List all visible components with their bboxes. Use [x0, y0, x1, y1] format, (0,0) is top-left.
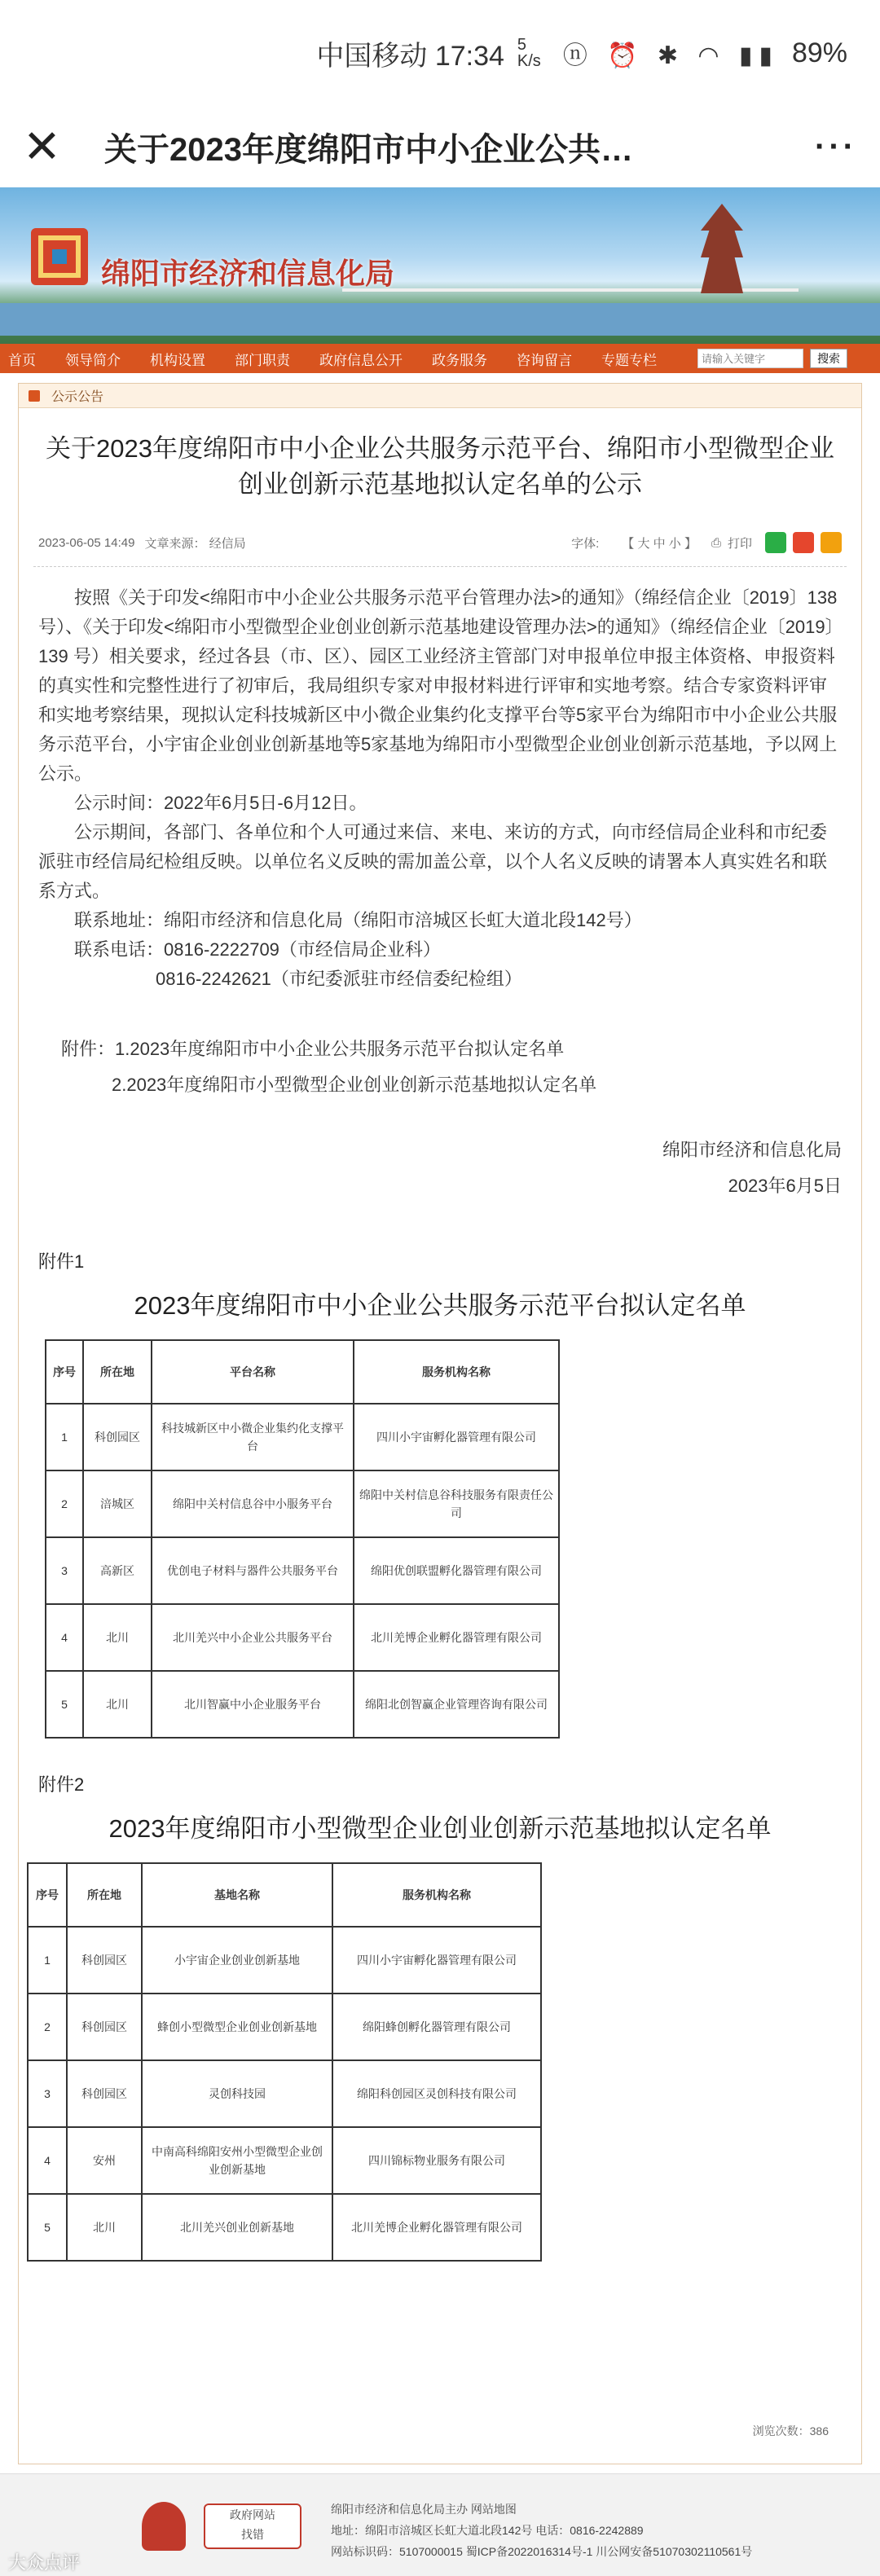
- main-nav: [0, 344, 880, 373]
- article-period: 公示时间：2022年6月5日-6月12日。: [74, 793, 367, 813]
- party-gov-badge-icon[interactable]: [142, 2502, 186, 2551]
- font-size-label: 字体:: [571, 536, 600, 551]
- table-cell: 绵阳中关村信息谷中小服务平台: [152, 1470, 354, 1537]
- footer-line-1[interactable]: 绵阳市经济和信息化局主办 网站地图: [331, 2503, 517, 2516]
- nav-item-consult[interactable]: 咨询留言: [517, 352, 572, 368]
- table-cell: 绵阳优创联盟孵化器管理有限公司: [354, 1537, 559, 1604]
- print-link[interactable]: 打印: [727, 536, 752, 551]
- article-date: 2023-06-05 14:49: [38, 535, 135, 550]
- more-menu-icon[interactable]: ···: [815, 128, 857, 165]
- contact-phone-2: 0816-2242621（市纪委派驻市经信委纪检组）: [156, 969, 522, 989]
- table-row: [46, 1470, 559, 1537]
- table-header-row: [46, 1340, 559, 1404]
- article-body: [19, 567, 861, 1201]
- contact-address: 联系地址：绵阳市经济和信息化局（绵阳市涪城区长虹大道北段142号）: [74, 910, 642, 930]
- table-header: 序号: [28, 1863, 67, 1927]
- table-cell: 安州: [67, 2127, 142, 2194]
- table-row: [28, 1927, 541, 1994]
- footer-info: [331, 2499, 752, 2562]
- table-cell: 3: [28, 2060, 67, 2127]
- table-cell: 四川小宇宙孵化器管理有限公司: [354, 1404, 559, 1470]
- table-cell: 绵阳中关村信息谷科技服务有限责任公司: [354, 1470, 559, 1537]
- table-cell: 绵阳科创园区灵创科技有限公司: [332, 2060, 541, 2127]
- nav-item-disclosure[interactable]: 政府信息公开: [319, 352, 403, 368]
- annex1-table: [45, 1339, 560, 1739]
- table-cell: 北川: [83, 1604, 152, 1671]
- close-icon[interactable]: ✕: [23, 121, 61, 172]
- annex2-table: [27, 1862, 542, 2262]
- font-size-switcher[interactable]: 【 大 中 小 】: [622, 536, 697, 551]
- table-cell: 中南高科绵阳安州小型微型企业创业创新基地: [142, 2127, 332, 2194]
- carrier-time: 中国移动 17:34: [316, 40, 504, 72]
- table-cell: 四川锦标物业服务有限公司: [332, 2127, 541, 2194]
- status-icons: ⓝ ⏰ ✱ ◠ ▮▮: [562, 42, 779, 69]
- table-cell: 北川羌博企业孵化器管理有限公司: [354, 1604, 559, 1671]
- table-cell: 科技城新区中小微企业集约化支撑平台: [152, 1404, 354, 1470]
- battery-level: 89%: [791, 37, 847, 68]
- attachment-1: 附件：1.2023年度绵阳市中小企业公共服务示范平台拟认定名单: [61, 1039, 565, 1059]
- city-logo-icon: [23, 220, 96, 293]
- table-cell: 北川智赢中小企业服务平台: [152, 1671, 354, 1738]
- table-cell: 北川: [67, 2194, 142, 2261]
- site-footer: [0, 2473, 880, 2576]
- annex2-label: 附件2: [38, 1774, 85, 1795]
- table-cell: 科创园区: [67, 1927, 142, 1994]
- table-cell: 1: [28, 1927, 67, 1994]
- table-header: 基地名称: [142, 1863, 332, 1927]
- table-cell: 绵阳北创智赢企业管理咨询有限公司: [354, 1671, 559, 1738]
- site-search: [697, 349, 880, 368]
- table-cell: 蜂创小型微型企业创业创新基地: [142, 1994, 332, 2060]
- browser-titlebar: [0, 106, 880, 187]
- table-row: [28, 1994, 541, 2060]
- table-row: [28, 2127, 541, 2194]
- table-header: 序号: [46, 1340, 83, 1404]
- attachment-2: 2.2023年度绵阳市小型微型企业创业创新示范基地拟认定名单: [112, 1075, 597, 1095]
- annex2-title: 2023年度绵阳市小型微型企业创业创新示范基地拟认定名单: [108, 1814, 772, 1843]
- annex1-label: 附件1: [38, 1251, 85, 1272]
- table-cell: 北川羌博企业孵化器管理有限公司: [332, 2194, 541, 2261]
- watermark: 大众点评: [8, 2552, 81, 2573]
- gov-site-error-report-badge[interactable]: [204, 2503, 301, 2549]
- table-row: [46, 1537, 559, 1604]
- table-cell: 科创园区: [67, 1994, 142, 2060]
- search-button[interactable]: 搜索: [810, 349, 847, 368]
- table-cell: 5: [28, 2194, 67, 2261]
- table-cell: 高新区: [83, 1537, 152, 1604]
- article-meta: [19, 530, 861, 555]
- table-header: 所在地: [83, 1340, 152, 1404]
- table-cell: 小宇宙企业创业创新基地: [142, 1927, 332, 1994]
- footer-line-2: 地址：绵阳市涪城区长虹大道北段142号 电话：0816-2242889: [331, 2524, 644, 2537]
- wechat-share-icon[interactable]: [765, 532, 786, 553]
- table-row: [46, 1671, 559, 1738]
- table-cell: 科创园区: [67, 2060, 142, 2127]
- article-panel: [18, 383, 862, 2464]
- article-title: 关于2023年度绵阳市中小企业公共服务示范平台、绵阳市小型微型企业创业创新示范基地拟认定名单的公示: [46, 434, 834, 499]
- article-paragraph-1: 按照《关于印发<绵阳市中小企业公共服务示范平台管理办法>的通知》（绵经信企业〔2019〕138 号）、《关于印发<绵阳市小型微型企业创业创新示范基地建设管理办法>的通知》（绵经信企业〔2019〕139 号）相关要求，经过各县（市、区）、园区工业经济主管部门对申报单位申报主体资格、申报资料的真实性和完整性进行了初审后，我局组织专家对申报材料进行评审和实地考察。结合专家资料评审和实地考察结果，现拟认定科技城新区中小微企业集约化支撑平台等5家平台为绵阳市中小企业公共服务示范平台，小宇宙企业创业创新基地等5家基地为绵阳市小型微型企业创业创新示范基地，予以网上公示。: [38, 587, 838, 784]
- table-cell: 北川羌兴中小企业公共服务平台: [152, 1604, 354, 1671]
- table-row: [28, 2060, 541, 2127]
- article-paragraph-2: 公示期间，各部门、各单位和个人可通过来信、来电、来访的方式，向市经信局企业科和市纪委派驻市经信局纪检组反映。以单位名义反映的需加盖公章，以个人名义反映的请署本人真实姓名和联系方式。: [38, 822, 828, 901]
- contact-phone-1: 联系电话：0816-2222709（市经信局企业科）: [74, 939, 441, 960]
- table-cell: 北川羌兴创业创新基地: [142, 2194, 332, 2261]
- table-cell: 2: [46, 1470, 83, 1537]
- sign-date: 2023年6月5日: [728, 1176, 842, 1196]
- nav-item-home[interactable]: 首页: [8, 352, 36, 368]
- favorite-share-icon[interactable]: [821, 532, 842, 553]
- table-cell: 5: [46, 1671, 83, 1738]
- table-cell: 科创园区: [83, 1404, 152, 1470]
- search-input[interactable]: [697, 349, 803, 368]
- page-title: 关于2023年度绵阳市中小企业公共…: [104, 131, 633, 168]
- view-count: 浏览次数：386: [752, 2424, 829, 2438]
- table-cell: 2: [28, 1994, 67, 2060]
- net-speed: 5 K/s: [517, 36, 541, 70]
- site-org-name: 绵阳市经济和信息化局: [101, 257, 395, 290]
- table-cell: 3: [46, 1537, 83, 1604]
- table-cell: 灵创科技园: [142, 2060, 332, 2127]
- nav-item-organization[interactable]: 机构设置: [150, 352, 205, 368]
- table-row: [46, 1604, 559, 1671]
- table-header: 平台名称: [152, 1340, 354, 1404]
- badge-text-1: 政府网站: [230, 2508, 275, 2521]
- banner-river: [0, 303, 880, 336]
- table-row: [46, 1404, 559, 1470]
- nav-item-duties[interactable]: 部门职责: [235, 352, 290, 368]
- nav-item-topics[interactable]: 专题专栏: [601, 352, 657, 368]
- annex1-title: 2023年度绵阳市中小企业公共服务示范平台拟认定名单: [134, 1291, 746, 1320]
- badge-text-2: 找错: [241, 2528, 264, 2541]
- table-header: 服务机构名称: [332, 1863, 541, 1927]
- print-icon[interactable]: ⎙: [711, 535, 721, 550]
- table-cell: 4: [46, 1604, 83, 1671]
- nav-item-leaders[interactable]: 领导简介: [65, 352, 121, 368]
- table-cell: 四川小宇宙孵化器管理有限公司: [332, 1927, 541, 1994]
- breadcrumb[interactable]: 公示公告: [19, 384, 861, 408]
- table-cell: 4: [28, 2127, 67, 2194]
- weibo-share-icon[interactable]: [793, 532, 814, 553]
- table-cell: 1: [46, 1404, 83, 1470]
- table-cell: 绵阳蜂创孵化器管理有限公司: [332, 1994, 541, 2060]
- table-cell: 优创电子材料与器件公共服务平台: [152, 1537, 354, 1604]
- site-banner: [0, 187, 880, 344]
- table-row: [28, 2194, 541, 2261]
- footer-line-3: 网站标识码：5107000015 蜀ICP备2022016314号-1 川公网安备51070302110561号: [331, 2545, 753, 2558]
- table-cell: 涪城区: [83, 1470, 152, 1537]
- banner-tower: [701, 204, 743, 293]
- table-header: 服务机构名称: [354, 1340, 559, 1404]
- table-cell: 北川: [83, 1671, 152, 1738]
- status-bar: [0, 0, 880, 106]
- sign-org: 绵阳市经济和信息化局: [662, 1140, 842, 1160]
- table-header-row: [28, 1863, 541, 1927]
- nav-item-services[interactable]: 政务服务: [432, 352, 487, 368]
- table-header: 所在地: [67, 1863, 142, 1927]
- article-source: 文章来源： 经信局: [144, 536, 246, 551]
